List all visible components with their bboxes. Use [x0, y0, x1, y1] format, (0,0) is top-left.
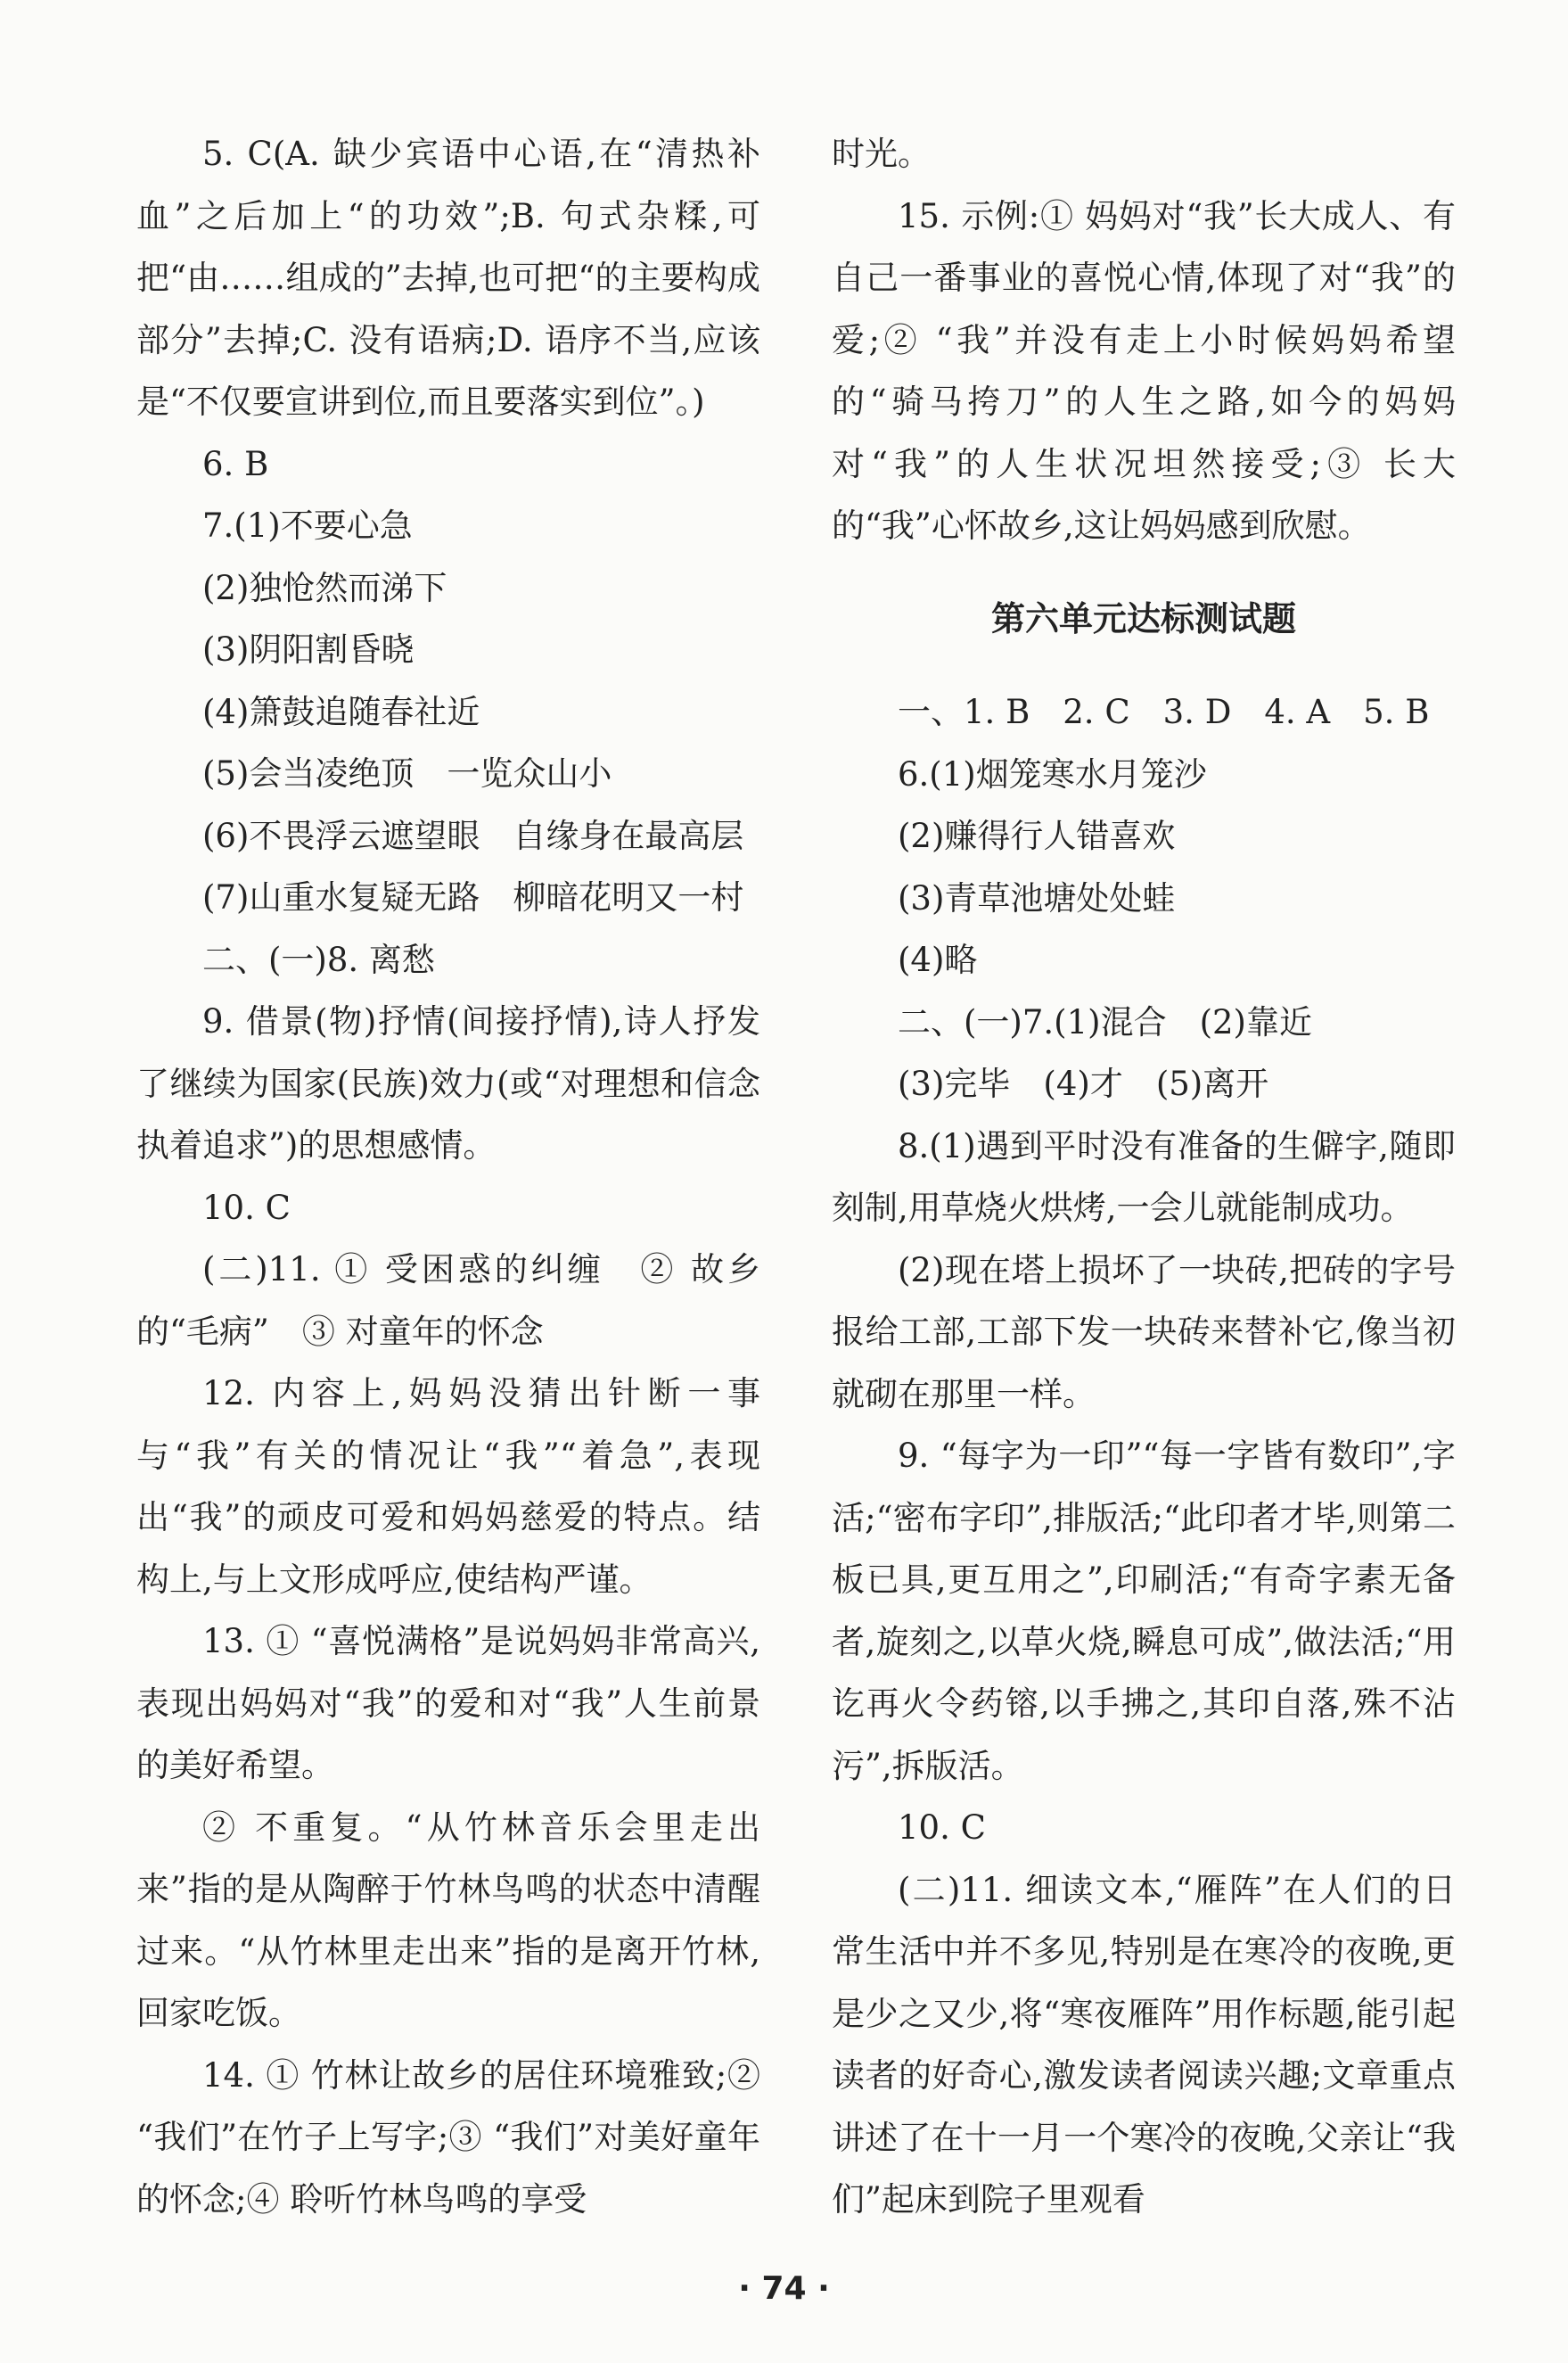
- paragraph: 时光。: [832, 135, 931, 173]
- paragraph: (4)箫鼓追随春社近: [202, 692, 480, 731]
- paragraph: (2)赚得行人错喜欢: [898, 817, 1176, 855]
- section-title: 第六单元达标测试题: [990, 598, 1296, 638]
- paragraph: 7.(1)不要心急: [202, 506, 413, 545]
- paragraph: (3)青草池塘处处蛙: [898, 878, 1176, 918]
- paragraph: 10. C: [202, 1188, 291, 1227]
- paragraph: (2)现在塔上损坏了一块砖,把砖的字号报给工部,工部下发一块砖来替补它,像当初就砌在那里一样。: [832, 1250, 1456, 1413]
- right-column-top: [832, 123, 1456, 557]
- paragraph: 9. “每字为一印”“每一字皆有数印”,字活;“密布字印”,排版活;“此印者才毕,则第二板已具,更互用之”,印刷活;“有奇字素无备者,旋刻之,以草火烧,瞬息可成”,做法活;“用讫再火令药镕,以手拂之,其印自落,殊不沾污”,拆版活。: [832, 1437, 1456, 1785]
- paragraph: 6.(1)烟笼寒水月笼沙: [898, 754, 1207, 794]
- paragraph: 一、1. B 2. C 3. D 4. A 5. B: [898, 693, 1430, 731]
- paragraph: 8.(1)遇到平时没有准备的生僻字,随即刻制,用草烧火烘烤,一会儿就能制成功。: [832, 1126, 1456, 1227]
- paragraph: (6)不畏浮云遮望眼 自缘身在最高层: [202, 816, 744, 855]
- paragraph: 13. ① “喜悦满格”是说妈妈非常高兴,表现出妈妈对“我”的爱和对“我”人生前景的美好希望。: [136, 1622, 760, 1784]
- paragraph: (二)11. ① 受困惑的纠缠 ② 故乡的“毛病” ③ 对童年的怀念: [136, 1250, 760, 1351]
- paragraph: 二、(一)7.(1)混合 (2)靠近: [898, 1002, 1312, 1042]
- paragraph: (3)阴阳割昏晓: [202, 630, 415, 669]
- paragraph: 10. C: [898, 1808, 986, 1847]
- paragraph: (7)山重水复疑无路 柳暗花明又一村: [202, 878, 744, 917]
- paragraph: 12. 内容上,妈妈没猜出针断一事与“我”有关的情况让“我”“着急”,表现出“我”的顽皮可爱和妈妈慈爱的特点。结构上,与上文形成呼应,使结构严谨。: [136, 1374, 760, 1599]
- paragraph: (二)11. 细读文本,“雁阵”在人们的日常生活中并不多见,特别是在寒冷的夜晚,更是少之又少,将“寒夜雁阵”用作标题,能引起读者的好奇心,激发读者阅读兴趣;文章重点讲述了在十一月一个寒冷的夜晚,父亲让“我们”起床到院子里观看: [832, 1870, 1456, 2219]
- paragraph: (2)独怆然而涕下: [202, 568, 447, 607]
- right-column-bottom: [832, 681, 1456, 2231]
- right-column: [832, 123, 1456, 2231]
- paragraph: (4)略: [898, 941, 978, 979]
- paragraph: 15. 示例:① 妈妈对“我”长大成人、有自己一番事业的喜悦心情,体现了对“我”的爱;② “我”并没有走上小时候妈妈希望的“骑马挎刀”的人生之路,如今的妈妈对“我”的人生状况坦然接受;③ 长大的“我”心怀故乡,这让妈妈感到欣慰。: [832, 196, 1456, 545]
- paragraph: 5. C(A. 缺少宾语中心语,在“清热补血”之后加上“的功效”;B. 句式杂糅,可把“由……组成的”去掉,也可把“的主要构成部分”去掉;C. 没有语病;D. 语序不当,应该是“不仅要宣讲到位,而且要落实到位”。): [136, 135, 760, 421]
- paragraph: 9. 借景(物)抒情(间接抒情),诗人抒发了继续为国家(民族)效力(或“对理想和信念执着追求”)的思想感情。: [136, 1002, 760, 1165]
- left-column: [136, 123, 760, 2230]
- page-number: · 74 ·: [738, 2270, 830, 2307]
- paragraph: 二、(一)8. 离愁: [202, 940, 435, 979]
- paragraph: 14. ① 竹林让故乡的居住环境雅致;② “我们”在竹子上写字;③ “我们”对美好童年的怀念;④ 聆听竹林鸟鸣的享受: [136, 2055, 760, 2219]
- paragraph: (3)完毕 (4)才 (5)离开: [898, 1065, 1269, 1103]
- paragraph: (5)会当凌绝顶 一览众山小: [202, 754, 612, 793]
- paragraph: 6. B: [202, 444, 269, 483]
- paragraph: ② 不重复。“从竹林音乐会里走出来”指的是从陶醉于竹林鸟鸣的状态中清醒过来。“从竹林里走出来”指的是离开竹林,回家吃饭。: [136, 1807, 760, 2032]
